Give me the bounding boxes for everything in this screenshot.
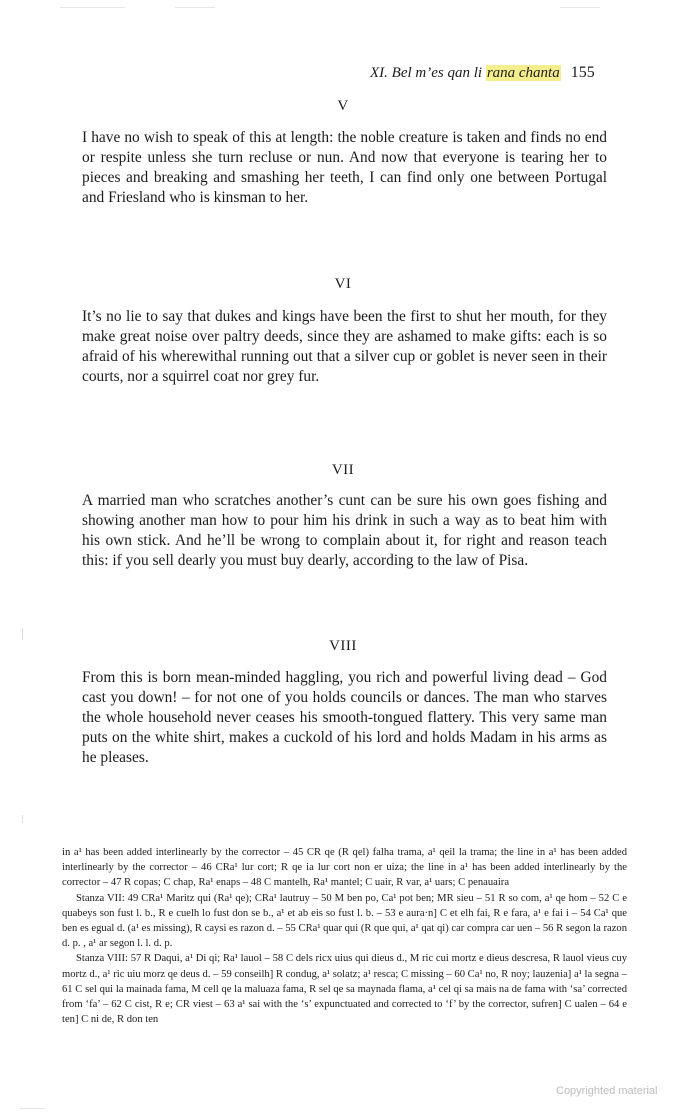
- stanza-number: VI: [334, 276, 352, 292]
- copyright-watermark: Copyrighted material: [556, 1085, 658, 1097]
- stanza-paragraph: From this is born mean-minded haggling, you rich and powerful living dead – God cast you down! – for not one of you holds councils or dances. The man who starves the whole household never ceases his smooth-tongued flattery. This very same man puts on the white shirt, makes a cuckold of his lord and holds Madam in his arms as he pleases.: [82, 669, 607, 766]
- stanza-paragraph: I have no wish to speak of this at length: the noble creature is taken and finds no end or respite unless she turn recluse or nun. And now that everyone is tearing her to pieces and breaking and smashing her teeth, I can find only one between Portugal and Friesland who is kinsman to her.: [82, 129, 607, 206]
- highlighted-title-text: rana chanta: [486, 65, 560, 81]
- stanza-number: V: [337, 98, 349, 114]
- scan-rule-top-left: [60, 7, 125, 8]
- running-title: XI. Bel m’es qan li: [370, 65, 486, 81]
- running-header: [370, 64, 628, 82]
- critical-apparatus-notes: [62, 845, 627, 1027]
- note-paragraph: Stanza VIII: 57 R Daqui, a¹ Di qi; Ra¹ lauol – 58 C dels ricx uius qui dieus d., M ric cui mortz e dieus descresa, R lauol vieus cuy mortz d., a¹ ric uiu morz qe deus d. – 59 conseilh] R condug, a¹ solatz; a¹ resca; C missing – 60 Ca¹ no, R noy; lauzenia] a¹ la segna – 61 C sel qui la mainada fama, M cell qe la maluaza fama, R sel qe sa maynada flama, a¹ cel qi sa mais na de fama with ‘sa’ corrected from ‘fa’ – 62 C cist, R e; CR viest – 63 a¹ sai with the ‘s’ expunctuated and corrected to ‘f’ by the corrector, sufren] C ualen – 64 e ten] C ni de, R don ten: [62, 953, 627, 1026]
- stanza-number: VIII: [329, 638, 357, 654]
- scan-rule-bottom: [20, 1108, 45, 1109]
- scan-margin-mark: [22, 815, 23, 823]
- page-number: 155: [570, 64, 595, 81]
- scan-rule-top-right: [560, 7, 600, 8]
- stanza-number: VII: [331, 462, 355, 478]
- stanza-paragraph: A married man who scratches another’s cunt can be sure his own goes fishing and showing another man how to pour him his drink in such a way as to beat him with his own stick. And he’ll be wrong to complain about it, for right and reason teach this: if you sell dearly you must buy dearly, according to the law of Pisa.: [82, 492, 607, 569]
- note-paragraph: Stanza VII: 49 CRa¹ Maritz qui (Ra¹ qe); CRa¹ lautruy – 50 M ben po, Ca¹ pot ben; MR sieu – 51 R so com, a¹ qe hom – 52 C e quabeys son fust l. b., R e cuelh lo fust don se b., a¹ et ab eis so fust l. b. – 53 e aura·n] C et elh fai, R e fara, a¹ e fai i – 54 Ca¹ que ben es egual d. (a¹ es missing), R caysi es razon d. – 55 CRa¹ quar qui (R que qui, a¹ qat qi) car compra car uen – 56 R segon la razon d. p. , a¹ ar segon l. l. d. p.: [62, 892, 627, 950]
- note-paragraph: in a¹ has been added interlinearly by the corrector – 45 CR qe (R qel) falha trama, a¹ qeil la trama; the line in a¹ has been added interlinearly by the corrector – 46 CRa¹ lur cort; R qe ia lur cort non er uiza; the line in a¹ has been added interlinearly by the corrector – 47 R copas; C chap, Ra¹ enaps – 48 C mantelh, Ra¹ mantel; C uair, R var, a¹ uars; C penauaira: [62, 847, 627, 889]
- scan-rule-top-mid: [175, 7, 215, 8]
- stanza-paragraph: It’s no lie to say that dukes and kings have been the first to shut her mouth, for they make great noise over paltry deeds, since they are ashamed to make gifts: each is so afraid of his wherewithal running out that a silver cup or goblet is never seen in their courts, nor a squirrel coat nor grey fur.: [82, 308, 607, 385]
